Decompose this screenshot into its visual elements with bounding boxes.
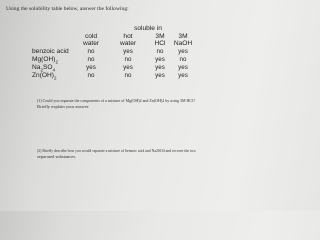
table-cell: yes [178, 64, 188, 71]
table-cell: no [156, 48, 164, 55]
column-header-line1: 3M [178, 33, 188, 40]
row-label-mg-oh-2: $Mg(OH)_2$ [32, 56, 58, 65]
column-header-line1: hot [123, 33, 133, 40]
column-header-line1: cold [84, 33, 98, 40]
row-label-benzoic-acid: benzoic acid [32, 48, 69, 55]
question-1 [37, 98, 197, 110]
question-1-line-1: (1) Could you separate the components of a mixture of Mg(OH)2 and Zn(OH)2 by using 3M HCl? [37, 98, 195, 103]
column-header-3m-naoh [168, 33, 198, 47]
table-cell: yes [178, 48, 188, 55]
row-label-na2so4: $Na_2SO_4$ [32, 64, 55, 73]
row-label-zn-oh-2: $Zn(OH)_2$ [32, 72, 57, 81]
table-cell: yes [86, 64, 96, 71]
table-cell: no [87, 56, 95, 63]
question-2 [37, 148, 197, 160]
column-header-line2: NaOH [173, 40, 193, 47]
table-cell: no [124, 72, 132, 79]
table-cell: no [87, 72, 95, 79]
table-cell: yes [155, 56, 165, 63]
soluble-in-header: soluble in [134, 25, 162, 32]
table-cell: no [87, 48, 95, 55]
column-header-line2: HCl [154, 40, 166, 47]
table-cell: yes [123, 48, 133, 55]
table-cell: no [179, 56, 187, 63]
column-header-line2: water [119, 40, 137, 47]
question-1-line-2: Briefly explain your answer. [37, 104, 90, 109]
column-header-line1: 3M [155, 33, 165, 40]
table-cell: yes [155, 72, 165, 79]
table-cell: yes [155, 64, 165, 71]
table-cell: yes [123, 64, 133, 71]
table-cell: yes [178, 72, 188, 79]
table-cell: no [124, 56, 132, 63]
question-2-line-1: (2) Briefly describe how you would separate a mixture of benzoic acid and Na2SO4 and recover the two [37, 149, 196, 153]
question-2-line-2: separated substances. [37, 154, 77, 159]
column-header-line2: water [82, 40, 100, 47]
column-header-hot-water [113, 33, 143, 47]
column-header-cold-water [76, 33, 106, 47]
instruction-text: Using the solubility table below, answer the following: [6, 6, 129, 12]
